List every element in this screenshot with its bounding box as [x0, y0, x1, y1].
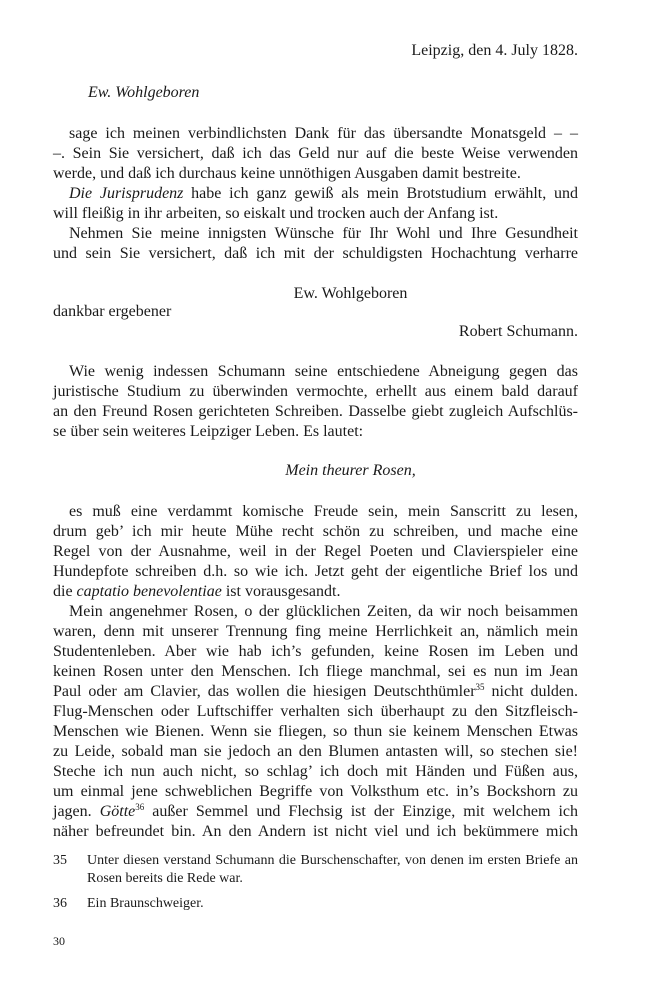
letter-salutation: Mein theurer Rosen,: [285, 462, 416, 479]
text-line: waren, denn mit unserer Trennung fing meine Herrlichkeit an, nämlich mein: [53, 623, 578, 640]
text-line: Hundepfote schreiben d.h. so wie ich. Jetzt geht der eigentliche Brief los und: [53, 563, 578, 580]
text-line: will fleißig in ihr arbeiten, so eiskalt und trocken auch der Anfang ist.: [53, 205, 499, 222]
text-line: um einmal jene schweblichen Begriffe von Volksthum etc. in’s Bockshorn zu: [53, 783, 578, 800]
page-number: 30: [53, 934, 65, 948]
footnote-ref[interactable]: 36: [135, 802, 145, 812]
text-line: Nehmen Sie meine innigsten Wünsche für Ihr Wohl und Ihre Gesundheit: [69, 225, 578, 242]
text-line: zu Leide, sobald man sie jedoch an den Blumen antasten will, so stechen sie!: [53, 743, 578, 760]
text-span: ist vorausgesandt.: [221, 583, 341, 600]
footnote: [53, 895, 578, 913]
text-line: keinen Rosen unter den Menschen. Ich fliege manchmal, sei es nun im Jean: [53, 663, 578, 680]
text-line: es muß eine verdammt komische Freude sein, mein Sanscritt zu lesen,: [69, 503, 578, 520]
text-span: die: [53, 583, 77, 600]
text-line: an den Freund Rosen gerichteten Schreiben. Dasselbe giebt zugleich Aufschlüs-: [53, 403, 578, 420]
text-line: Steche ich nun auch nicht, so schlag’ ich doch mit Händen und Füßen aus,: [53, 763, 578, 780]
text-line: [53, 184, 578, 204]
text-line: [53, 582, 578, 602]
text-line: drum geb’ ich mir heute Mühe recht schön zu schreiben, und mache eine: [53, 523, 578, 540]
footnote: [53, 852, 578, 888]
footnote-text: Unter diesen verstand Schumann die Burschenschafter, von denen im ersten Briefe an Rosen bereits die Rede war.: [87, 853, 578, 886]
salutation: Ew. Wohlgeboren: [88, 84, 200, 101]
text-line: [53, 682, 578, 702]
text-line: Mein angenehmer Rosen, o der glücklichen Zeiten, da wir noch beisammen: [69, 603, 578, 620]
text-line: juristische Studium zu überwinden vermochte, erhellt aus einem bald darauf: [53, 383, 578, 400]
text-line: [53, 802, 578, 822]
text-span: nicht dulden.: [484, 683, 578, 700]
text-line: sage ich meinen verbindlichsten Dank für das übersandte Monatsgeld – –: [69, 125, 578, 142]
text-line: Menschen wie Bienen. Wenn sie fliegen, so thun sie keinem Menschen Etwas: [53, 723, 578, 740]
signature: Robert Schumann.: [458, 323, 578, 340]
italic-term: captatio benevolentiae: [76, 583, 222, 600]
text-line: –. Sein Sie versichert, daß ich das Geld nur auf die beste Weise verwenden: [53, 145, 578, 162]
footnote-number: 35: [53, 853, 67, 868]
text-line: se über sein weiteres Leipziger Leben. Es lautet:: [53, 423, 364, 440]
footnote-ref[interactable]: 35: [475, 682, 485, 692]
text-span: außer Semmel und Flechsig ist der Einzige, mit welchem ich: [144, 803, 578, 820]
text-line: und sein Sie versichert, daß ich mit der schuldigsten Hochachtung verharre: [53, 245, 578, 262]
text-line: Studentenleben. Aber wie hab ich’s gefunden, keine Rosen im Leben und: [53, 643, 578, 660]
dateline: Leipzig, den 4. July 1828.: [411, 42, 578, 59]
text-line: Regel von der Ausnahme, weil in der Regel Poeten und Clavierspieler eine: [53, 543, 578, 560]
italic-term: Die Jurisprudenz: [69, 185, 184, 202]
text-line: näher befreundet bin. An den Andern ist nicht viel und ich bekümmere mich: [53, 823, 578, 840]
footnote-text: Ein Braunschweiger.: [87, 896, 204, 911]
closing: dankbar ergebener: [53, 303, 172, 320]
text-span: habe ich ganz gewiß als mein Brotstudium erwählt, und: [183, 185, 579, 202]
text-span: jagen.: [53, 803, 100, 820]
italic-term: Götte: [99, 803, 136, 820]
footnote-number: 36: [53, 896, 67, 911]
text-line: Flug-Menschen oder Luftschiffer verhalten sich überhaupt zu den Sitzfleisch-: [53, 703, 578, 720]
text-line: Wie wenig indessen Schumann seine entschiedene Abneigung gegen das: [69, 363, 578, 380]
text-line: werde, und daß ich durchaus keine unnöthigen Ausgaben damit bestreite.: [53, 165, 521, 182]
closing-salutation: Ew. Wohlgeboren: [293, 285, 408, 302]
text-span: Paul oder am Clavier, das wollen die hiesigen Deutschthümler: [53, 683, 476, 700]
